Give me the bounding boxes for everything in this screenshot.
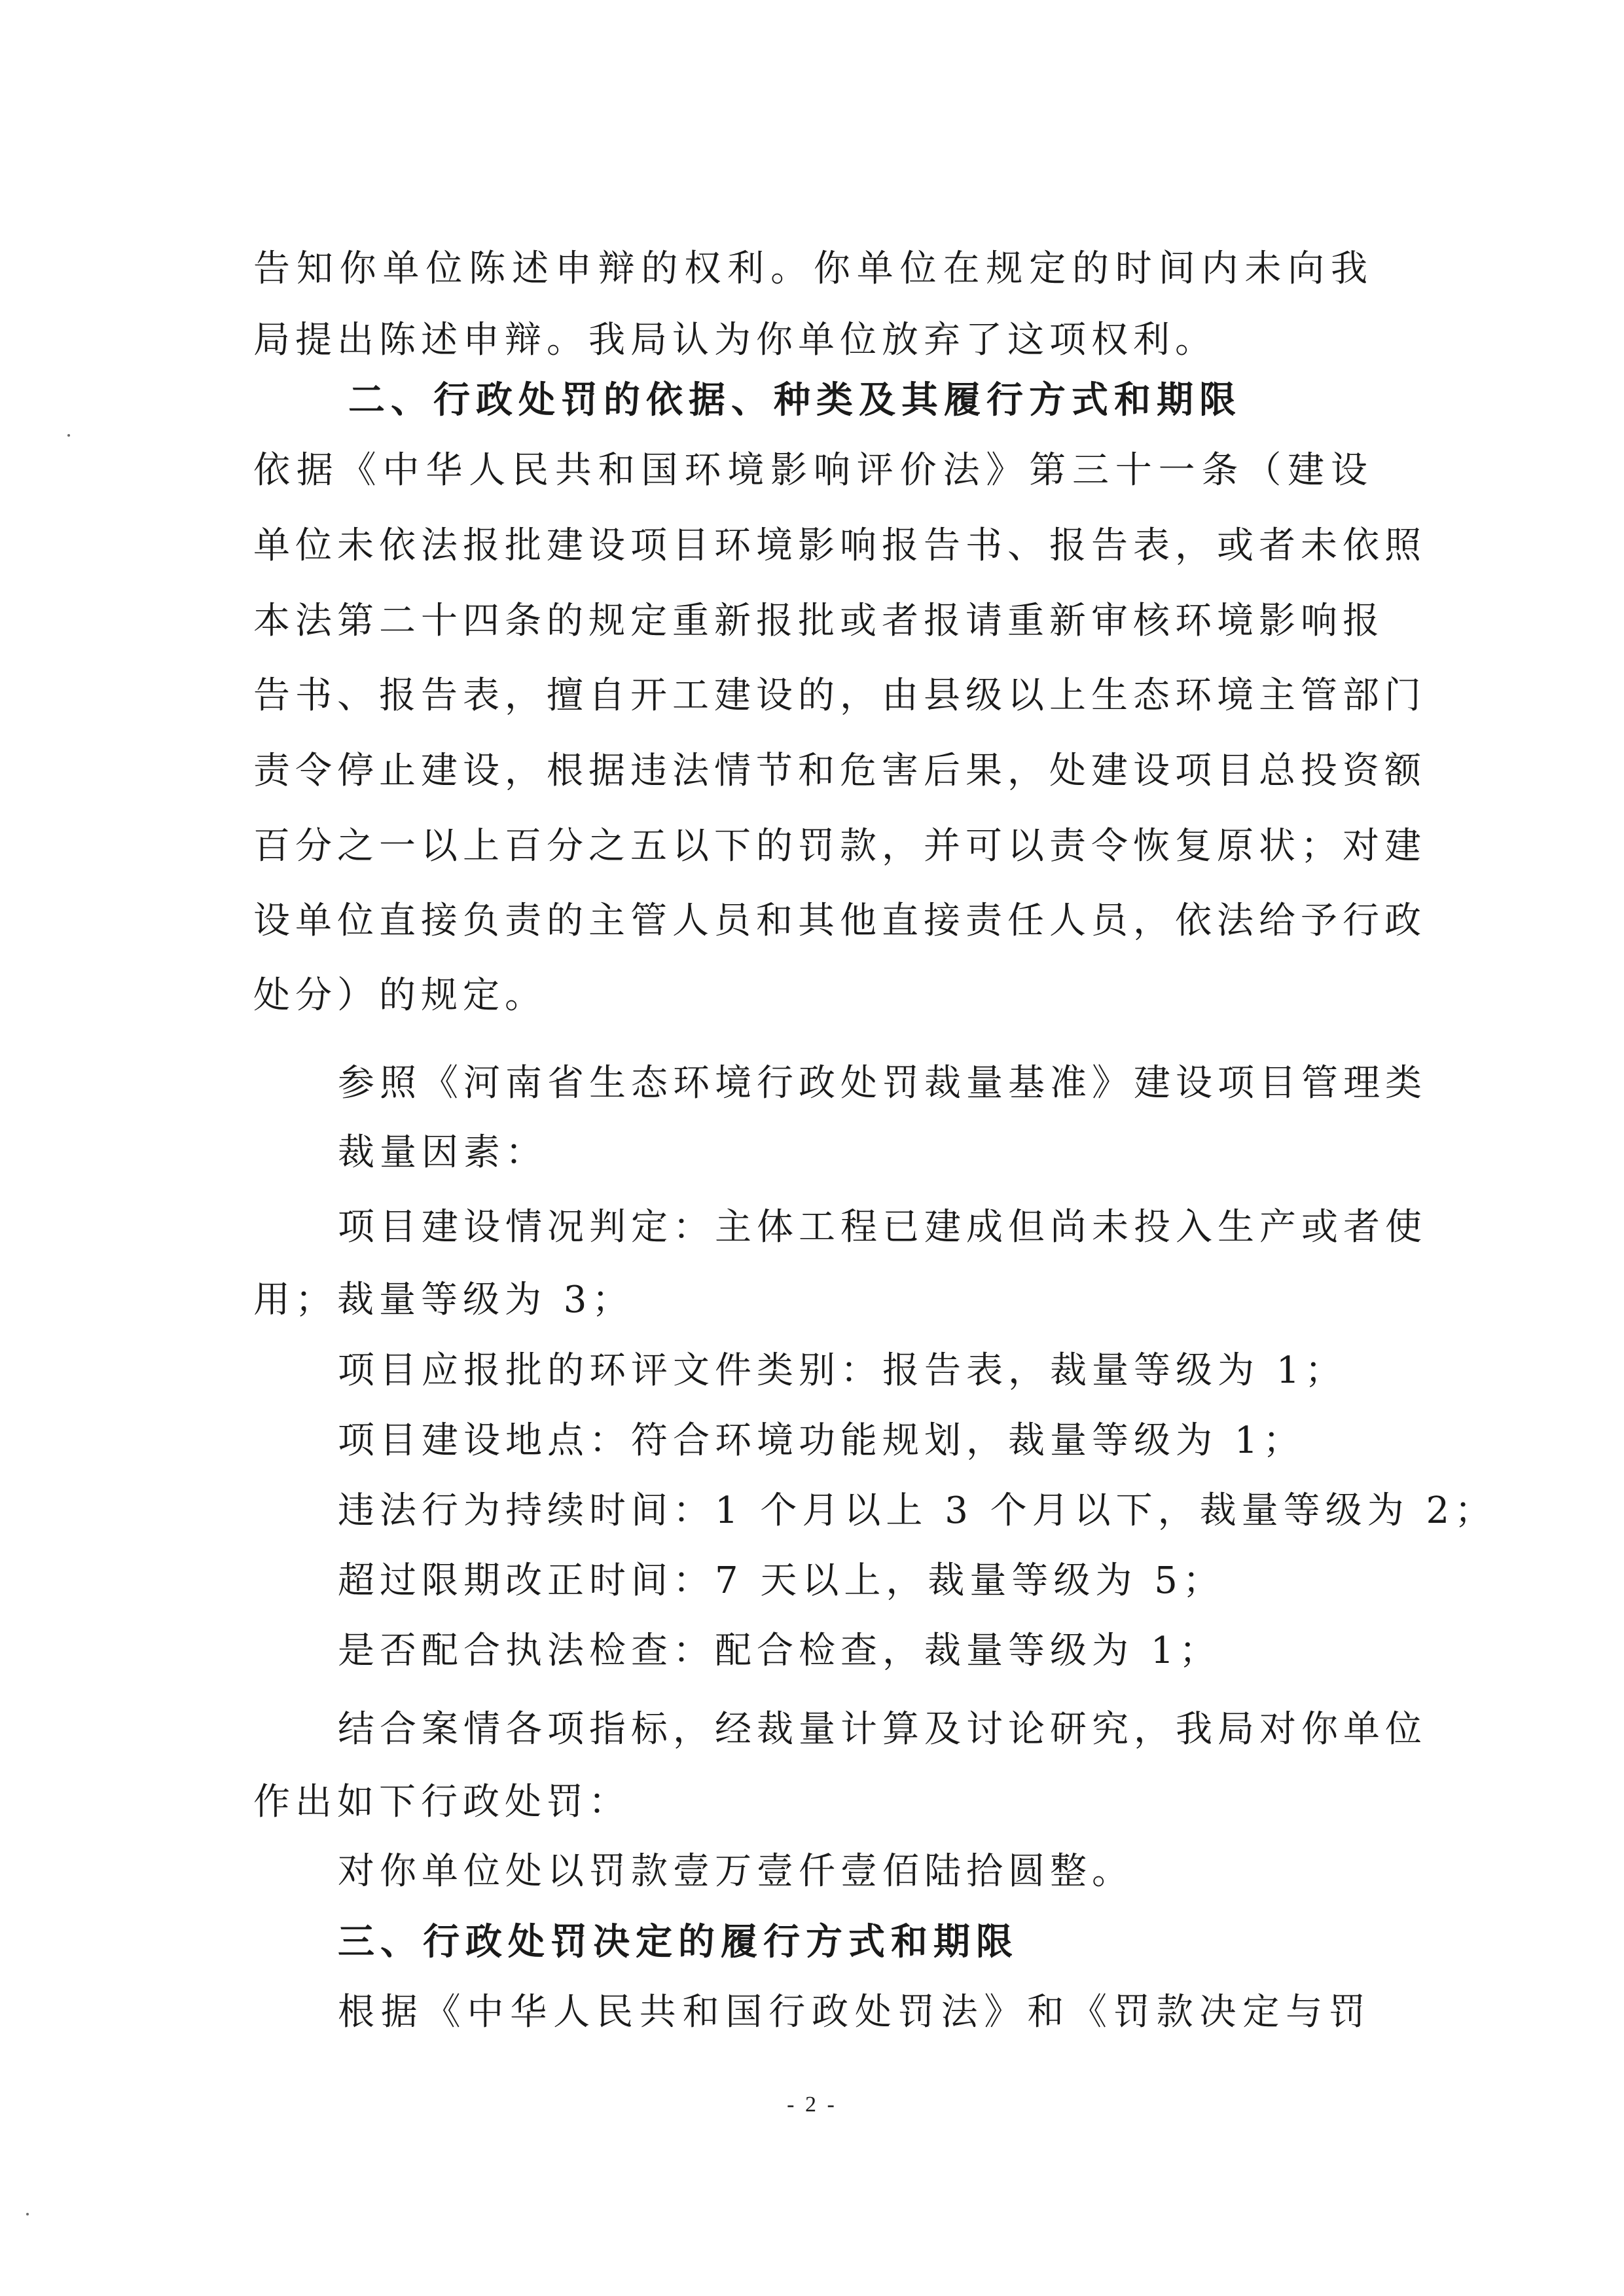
page-number: - 2 - <box>787 2092 837 2117</box>
body-text-line: 作出如下行政处罚： <box>253 1781 630 1823</box>
body-text-line: 局提出陈述申辩。我局认为你单位放弃了这项权利。 <box>253 319 1217 361</box>
body-text-line: 处分）的规定。 <box>253 974 547 1017</box>
body-text-line: 根据《中华人民共和国行政处罚法》和《罚款决定与罚 <box>338 1991 1371 2033</box>
section-heading-3: 三、行政处罚决定的履行方式和期限 <box>338 1920 1019 1963</box>
body-text-line: 违法行为持续时间：1 个月以上 3 个月以下，裁量等级为 2； <box>338 1489 1497 1532</box>
scan-speck <box>67 434 70 437</box>
body-text-line: 本法第二十四条的规定重新报批或者报请重新审核环境影响报 <box>253 600 1384 642</box>
body-text-line: 是否配合执法检查：配合检查，裁量等级为 1； <box>338 1630 1221 1672</box>
body-text-line: 百分之一以上百分之五以下的罚款，并可以责令恢复原状；对建 <box>253 825 1426 867</box>
body-text-line: 项目应报批的环评文件类别：报告表，裁量等级为 1； <box>338 1349 1347 1392</box>
section-heading-2: 二、行政处罚的依据、种类及其履行方式和期限 <box>348 378 1242 422</box>
body-text-line: 参照《河南省生态环境行政处罚裁量基准》建设项目管理类 <box>338 1062 1427 1104</box>
scan-speck <box>26 2213 29 2215</box>
body-text-line: 用；裁量等级为 3； <box>253 1279 634 1321</box>
body-text-line: 项目建设地点：符合环境功能规划，裁量等级为 1； <box>338 1419 1305 1462</box>
body-text-line: 裁量因素： <box>338 1131 547 1174</box>
body-text-line: 告知你单位陈述申辩的权利。你单位在规定的时间内未向我 <box>253 247 1373 290</box>
penalty-text: 对你单位处以罚款壹万壹仟壹佰陆拾圆整。 <box>338 1850 1134 1893</box>
body-text-line: 责令停止建设，根据违法情节和危害后果，处建设项目总投资额 <box>253 750 1426 792</box>
body-text-line: 超过限期改正时间：7 天以上，裁量等级为 5； <box>338 1559 1225 1602</box>
body-text-line: 项目建设情况判定：主体工程已建成但尚未投入生产或者使 <box>338 1206 1427 1248</box>
body-text-line: 设单位直接负责的主管人员和其他直接责任人员，依法给予行政 <box>253 900 1426 942</box>
body-text-line: 结合案情各项指标，经裁量计算及讨论研究，我局对你单位 <box>338 1708 1427 1751</box>
body-text-line: 告书、报告表，擅自开工建设的，由县级以上生态环境主管部门 <box>253 674 1426 717</box>
body-text-line: 依据《中华人民共和国环境影响评价法》第三十一条（建设 <box>253 449 1373 492</box>
body-text-line: 单位未依法报批建设项目环境影响报告书、报告表，或者未依照 <box>253 524 1426 567</box>
